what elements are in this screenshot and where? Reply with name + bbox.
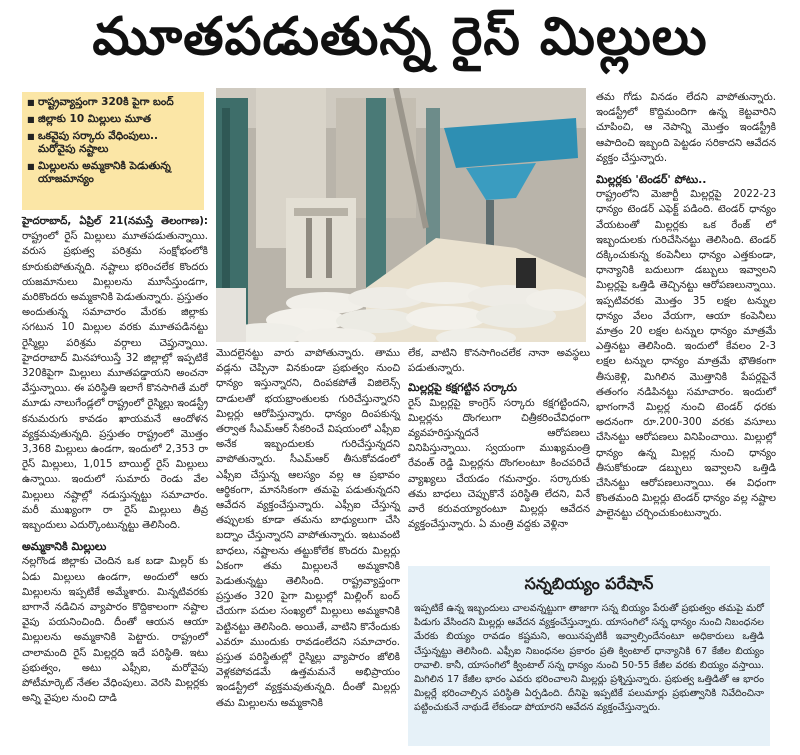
headline-banner (0, 0, 800, 86)
body-text: తమ గోడు వినడం లేదని వాపోతున్నారు. ఇండస్ట్రీలో కొద్దిమందిగా ఉన్న కెట్టవారిని చూపించి, ఆ నెపాన్ని మొత్తం ఇండస్ట్రీకి ఆపాదించి ఇబ్బంది పెట్టడం సరికాదని ఆవేదన వ్యక్తం చేస్తున్నారు. (596, 92, 776, 164)
highlight-item: ■ ఒకవైపు సర్కారు వేధింపులు.. మరోవైపు నష్టాలు (22, 126, 204, 156)
highlights-box (22, 92, 204, 210)
highlight-item: ■ జిల్లాకు 10 మిల్లులు మూత (22, 109, 204, 126)
rice-mill-illustration (216, 88, 586, 342)
column-2 (216, 346, 400, 711)
headline: మూతపడుతున్న రైస్ మిల్లులు (92, 6, 708, 67)
boxed-body (414, 602, 764, 716)
rice-mill-photo (216, 88, 586, 342)
subheading: మిల్లర్లపై కక్షగట్టిన సర్కారు (408, 381, 517, 395)
column-1 (22, 214, 208, 707)
body-text: మొదలైనట్టు వారు వాపోతున్నారు. తాము వడ్లను చెప్పినా వినకుండా ప్రభుత్వం నుంచి ధాన్యం ఇస్తున్నారని, దింపకపోతే విజిలెన్స్ దాడులతో భయభ్రాంతులకు గురిచేస్తున్నారని మిల్లర్లు ఆరోపిస్తున్నారు. ధాన్యం దింపకున్న తర్వాత సీఎమ్ఆర్ సేకరించే విషయంలో ఎఫ్సీఐ అనేక ఇబ్బందులకు గురిచేస్తున్నదని వాపోతున్నారు. సీఎమ్ఆర్ తీసుకోవడంలో ఎఫ్సీఐ చేస్తున్న ఆలస్యం వల్ల ఆ ప్రభావం ఆర్థికంగా, మానసికంగా తమపై పడుతున్నదని ఆవేదన వ్యక్తంచేస్తున్నారు. ఎఫ్సీఐ చేస్తున్న తప్పులకు కూడా తమను బాధ్యులుగా చేసి బద్నాం చేస్తున్నారని వాపోతున్నారు. ఇటువంటి బాధలు, నష్టాలను తట్టుకోలేక కొందరు మిల్లర్లు ఏకంగా తమ మిల్లులనే అమ్మకానికి పెడుతున్నట్టు తెలిసింది. రాష్ట్రవ్యాప్తంగా ప్రస్తుతం 320 పైగా మిల్లుల్లో మిల్లింగ్ బంద్ చేయగా పదుల సంఖ్యలో మిల్లులు అమ్మకానికి పెట్టినట్టు తెలిసింది. అయితే, వాటిని కొనేందుకు ఎవరూ ముందుకు రావడంలేదని సమాచారం. ప్రస్తుత పరిస్థితుల్లో రైస్మిల్లు వ్యాపారం జోలికి వెళ్లకపోవడమే ఉత్తమమనే అభిప్రాయం ఇండస్ట్రీలో వ్యక్తమవుతున్నది. దీంతో మిల్లర్లు తమ మిల్లులను అమ్మకానికి (216, 348, 400, 709)
body-text: రాష్ట్రంలోని మెజార్టీ మిల్లర్లపై 2022-23 ధాన్యం టెండర్ ఎఫెక్ట్ పడింది. టెండర్ ధాన్యం వేయటంతో మిల్లర్లకు ఒక రేంజ్ లో ఇబ్బందులకు గురిచేసినట్టు తెలిసింది. టెండర్ దక్కించుకున్న కంపెనీలు ధాన్యం ఎత్తకుండా, ధాన్యానికి బదులుగా డబ్బులు ఇవ్వాలని మిల్లర్లపై ఒత్తిడి తెచ్చినట్టు ఆరోపణలున్నాయి. ఇప్పటివరకు మొత్తం 35 లక్షల టన్నుల ధాన్యం వేలం వేయగా, ఆయా కంపెనీలు మాత్రం 20 లక్షల టన్నుల ధాన్యం మాత్రమే ఎత్తినట్టు తెలిసింది. ఇందులో కేవలం 2-3 లక్షల టన్నుల ధాన్యం మాత్రమే భౌతికంగా తీసుకెళ్లి, మిగిలిన మొత్తానికి పేపర్లపైనే తతంగం నడిపినట్టు సమాచారం. ఇందులో భాగంగానే మిల్లర్ల నుంచి టెండర్ ధరకు అదనంగా రూ.200-300 వరకు వసూలు చేసినట్టు ఆరోపణలు వినిపించాయి. మిల్లుల్లో ధాన్యం ఉన్న మిల్లర్ల నుంచి ధాన్యం తీసుకోకుండా డబ్బులు ఇవ్వాలని ఒత్తిడి చేసినట్టు ఆరోపణలున్నాయి. ఈ విధంగా కొంతమంది మిల్లర్లు టెండర్ ధాన్యం వల్ల నష్టాల పాలైనట్టు చర్చించుకుంటున్నారు. (596, 189, 776, 520)
highlight-item: ■ మిల్లులను అమ్మకానికి పెడుతున్న యాజమాన్యం (22, 156, 204, 186)
highlight-item: ■ రాష్ట్రవ్యాప్తంగా 320కి పైగా బంద్ (22, 92, 204, 109)
boxed-title: సన్నబియ్యం పరేషాన్ (524, 574, 654, 593)
column-3 (408, 346, 590, 532)
column-4 (596, 90, 776, 522)
subheading: మిల్లర్లకు 'టెండర్' పోటు.. (596, 173, 707, 187)
body-text: రాష్ట్రంలో రైస్ మిల్లులు మూతపడుతున్నాయి. వరుస ప్రభుత్వ పరిశ్రమ సంక్షోభంలోకి కూరుకుపోతున్నది. నష్టాలు భరించలేక కొందరు యజమానులు మిల్లులను మూసేస్తుండగా, మరికొందరు అమ్మకానికి పెడుతున్నారు. ప్రస్తుతం అందుతున్న సమాచారం మేరకు జిల్లాకు సగటున 10 మిల్లుల వరకు మూతపడినట్టు రైస్మిల్లు పరిశ్రమ వర్గాలు చెప్తున్నాయి. హైదరాబాద్ మినహాయిస్తే 32 జిల్లాల్లో ఇప్పటికే 320కిపైగా మిల్లులు మూతపడ్డాయని అంచనా వేస్తున్నాయి. ఈ పరిస్థితి ఇలాగే కొనసాగితే మరో మూడు నాలుగేండ్లలో రాష్ట్రంలో రైస్మిల్లు ఇండస్ట్రీ కనుమరుగు కావడం ఖాయమనే ఆందోళన వ్యక్తమవుతున్నది. ప్రస్తుతం రాష్ట్రంలో మొత్తం 3,368 మిల్లులు ఉండగా, ఇందులో 2,353 రా రైస్ మిల్లులు, 1,015 బాయిల్డ్ రైస్ మిల్లులు ఉన్నాయి. ఇందులో సుమారు రెండు వేల మిల్లులు నష్టాల్లో నడుస్తున్నట్టు సమాచారం. మరీ ముఖ్యంగా రా రైస్ మిల్లులు తీవ్ర ఇబ్బందులు ఎదుర్కొంటున్నట్టు తెలిసింది. (22, 231, 208, 532)
body-text: లేక, వాటిని కొనసాగించలేక నానా అవస్థలు పడుతున్నారు. (408, 348, 590, 375)
dateline: హైదరాబాద్, ఏప్రిల్ 21(నమస్తే తెలంగాణ): (22, 216, 208, 227)
subheading: అమ్మకానికి మిల్లులు (22, 540, 107, 554)
body-text: ఇప్పటికే ఉన్న ఇబ్బందులు చాలవన్నట్టుగా తాజాగా సన్న బియ్యం పేరుతో ప్రభుత్వం తమపై మరో పిడుగు వేసిందని మిల్లర్లు ఆవేదన వ్యక్తంచేస్తున్నారు. యాసంగిలో సన్న ధాన్యం నుంచి నిబంధనల మేరకు బియ్యం రావడం కష్టమని, అయినప్పటికీ ఇవ్వాల్సిందేనంటూ అధికారులు ఒత్తిడి చేస్తున్నట్టు తెలిసింది. ఎఫ్సీఐ నిబంధనల ప్రకారం ప్రతి క్వింటాల్ ధాన్యానికి 67 కేజీల బియ్యం రావాలి. కానీ, యాసంగిలో క్వింటాల్ సన్న ధాన్యం నుంచి 50-55 కేజీల వరకు బియ్యం వస్తాయి. మిగిలిన 17 కేజీల భారం ఎవరు భరించాలని మిల్లర్లు ప్రశ్నిస్తున్నారు. ప్రభుత్వ ఒత్తిడితో ఆ భారం మిల్లర్లే భరించాల్సిన పరిస్థితి ఏర్పడింది. దీనిపై ఇప్పటికే పలుమార్లు ప్రభుత్వానికి నివేదించినా పట్టించుకునే నాథుడే లేకుండా పోయారని ఆవేదన వ్యక్తంచేస్తున్నారు. (414, 603, 764, 714)
body-text: నల్లగొండ జిల్లాకు చెందిన ఒక బడా మిల్లర్ కు ఏడు మిల్లులు ఉండగా, అందులో ఆరు మిల్లులను ఇప్పటికే అమ్మేశారు. మిన్నటివరకు బాగానే నడిచిన వ్యాపారం కొద్దికాలంగా నష్టాల వైపు పయనించింది. దీంతో ఆయన ఆయా మిల్లులను అమ్మకానికి పెట్టారు. రాష్ట్రంలో చాలామంది రైస్ మిల్లర్లది ఇదే పరిస్థితి. ఇటు ప్రభుత్వం, అటు ఎఫ్సీఐ, మరోవైపు పోటీమార్కెట్ నేతల వేధింపులు. వెరసి మిల్లర్లకు అన్ని వైపుల నుంచి దాడి (22, 556, 208, 705)
body-text: రైస్ మిల్లర్లపై కాంగ్రెస్ సర్కారు కక్షగట్టిందని, మిల్లర్లను దొంగలుగా చిత్రీకరించేవిధంగా వ్యవహరిస్తున్నదనే ఆరోపణలు వినిపిస్తున్నాయి. స్వయంగా ముఖ్యమంత్రి రేవంత్ రెడ్డి మిల్లర్లను దొంగలంటూ కించపరిచే వ్యాఖ్యలు చేయడం గమనార్హం. సర్కారుకు తమ బాధలు చెప్పుకొనే పరిస్థితి లేదని, వినే వారే కరువయ్యారంటూ మిల్లర్లు ఆవేదన వ్యక్తంచేస్తున్నారు. ఏ మంత్రి వద్దకు వెళ్లినా (408, 397, 590, 531)
